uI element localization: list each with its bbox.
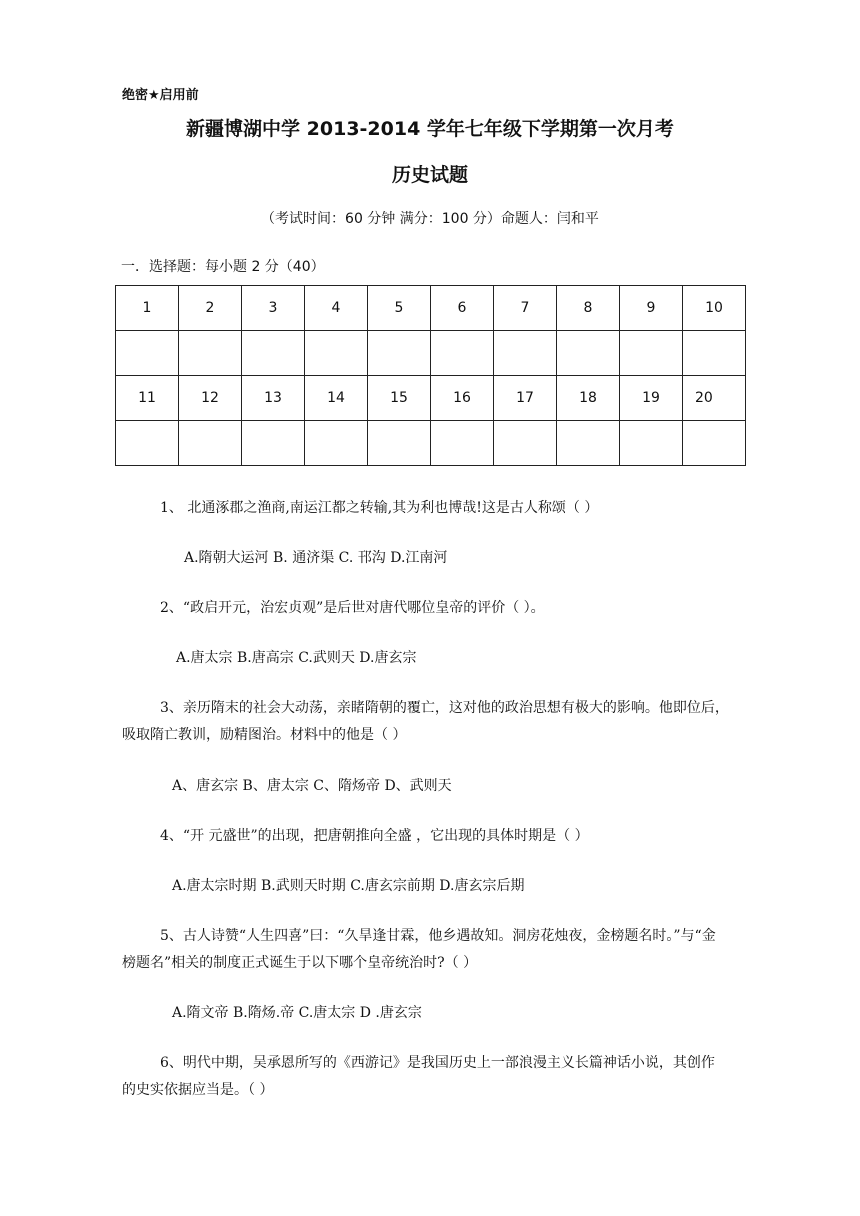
question-6-stem-line-1: 6、明代中期，吴承恩所写的《西游记》是我国历史上一部浪漫主义长篇神话小说，其创作 bbox=[160, 1055, 715, 1071]
answer-table bbox=[115, 285, 746, 466]
question-number-cell: 17 bbox=[494, 376, 557, 421]
question-number-cell: 12 bbox=[179, 376, 242, 421]
question-number-cell: 3 bbox=[242, 286, 305, 331]
answer-cell[interactable] bbox=[494, 421, 557, 466]
question-5-stem-line-2: 榜题名”相关的制度正式诞生于以下哪个皇帝统治时?（ ） bbox=[122, 955, 478, 971]
answer-cell[interactable] bbox=[620, 331, 683, 376]
answer-table-header-row-1 bbox=[116, 286, 746, 331]
answer-cell[interactable] bbox=[557, 331, 620, 376]
question-2-stem: 2、“政启开元，治宏贞观”是后世对唐代哪位皇帝的评价（ ）。 bbox=[160, 600, 545, 616]
answer-cell[interactable] bbox=[683, 331, 746, 376]
question-number-cell: 19 bbox=[620, 376, 683, 421]
section-heading: 一．选择题：每小题 2 分（40） bbox=[121, 259, 325, 275]
answer-cell[interactable] bbox=[116, 331, 179, 376]
question-number-cell: 8 bbox=[557, 286, 620, 331]
question-number-cell: 18 bbox=[557, 376, 620, 421]
question-number-cell: 2 bbox=[179, 286, 242, 331]
question-5-stem-line-1: 5、古人诗赞“人生四喜”曰：“久旱逢甘霖，他乡遇故知。洞房花烛夜，金榜题名时。”与“金 bbox=[160, 928, 716, 944]
answer-cell[interactable] bbox=[368, 421, 431, 466]
question-number-cell: 20 bbox=[683, 376, 746, 421]
question-number-cell: 4 bbox=[305, 286, 368, 331]
answer-cell[interactable] bbox=[683, 421, 746, 466]
answer-cell[interactable] bbox=[242, 331, 305, 376]
answer-cell[interactable] bbox=[179, 421, 242, 466]
question-number-cell: 6 bbox=[431, 286, 494, 331]
answer-cell[interactable] bbox=[620, 421, 683, 466]
question-3-stem-line-1: 3、亲历隋末的社会大动荡，亲睹隋朝的覆亡，这对他的政治思想有极大的影响。他即位后， bbox=[160, 700, 729, 716]
question-1-options: A.隋朝大运河 B. 通济渠 C. 邗沟 D.江南河 bbox=[184, 550, 448, 566]
answer-cell[interactable] bbox=[494, 331, 557, 376]
answer-table-header-row-2 bbox=[116, 376, 746, 421]
question-number-cell: 9 bbox=[620, 286, 683, 331]
exam-info: （考试时间：60 分钟 满分：100 分）命题人：闫和平 bbox=[261, 211, 599, 227]
question-4-stem: 4、“开 元盛世”的出现，把唐朝推向全盛 ，它出现的具体时期是（ ） bbox=[160, 828, 589, 844]
answer-cell[interactable] bbox=[305, 331, 368, 376]
question-number-cell: 10 bbox=[683, 286, 746, 331]
question-number-cell: 11 bbox=[116, 376, 179, 421]
question-3-options: A、唐玄宗 B、唐太宗 C、隋炀帝 D、武则天 bbox=[172, 778, 452, 794]
answer-cell[interactable] bbox=[179, 331, 242, 376]
answer-cell[interactable] bbox=[431, 421, 494, 466]
question-6-stem-line-2: 的史实依据应当是。（ ） bbox=[122, 1082, 274, 1098]
question-number-cell: 7 bbox=[494, 286, 557, 331]
question-4-options: A.唐太宗时期 B.武则天时期 C.唐玄宗前期 D.唐玄宗后期 bbox=[172, 878, 525, 894]
answer-table-blank-row-1 bbox=[116, 331, 746, 376]
question-number-cell: 14 bbox=[305, 376, 368, 421]
answer-table-blank-row-2 bbox=[116, 421, 746, 466]
exam-subtitle: 历史试题 bbox=[391, 164, 468, 186]
confidential-label: 绝密★启用前 bbox=[122, 88, 199, 103]
answer-cell[interactable] bbox=[368, 331, 431, 376]
answer-cell[interactable] bbox=[557, 421, 620, 466]
question-number-cell: 1 bbox=[116, 286, 179, 331]
question-number-cell: 13 bbox=[242, 376, 305, 421]
question-number-cell: 16 bbox=[431, 376, 494, 421]
exam-title: 新疆博湖中学 2013-2014 学年七年级下学期第一次月考 bbox=[186, 118, 674, 140]
answer-cell[interactable] bbox=[431, 331, 494, 376]
question-3-stem-line-2: 吸取隋亡教训，励精图治。材料中的他是（ ） bbox=[122, 727, 407, 743]
question-number-cell: 15 bbox=[368, 376, 431, 421]
answer-cell[interactable] bbox=[116, 421, 179, 466]
answer-cell[interactable] bbox=[242, 421, 305, 466]
question-2-options: A.唐太宗 B.唐高宗 C.武则天 D.唐玄宗 bbox=[176, 650, 417, 666]
question-number-cell: 5 bbox=[368, 286, 431, 331]
question-5-options: A.隋文帝 B.隋炀.帝 C.唐太宗 D .唐玄宗 bbox=[172, 1005, 422, 1021]
question-1-stem: 1、 北通涿郡之渔商,南运江都之转输,其为利也博哉!这是古人称颂（ ） bbox=[160, 500, 599, 516]
answer-cell[interactable] bbox=[305, 421, 368, 466]
